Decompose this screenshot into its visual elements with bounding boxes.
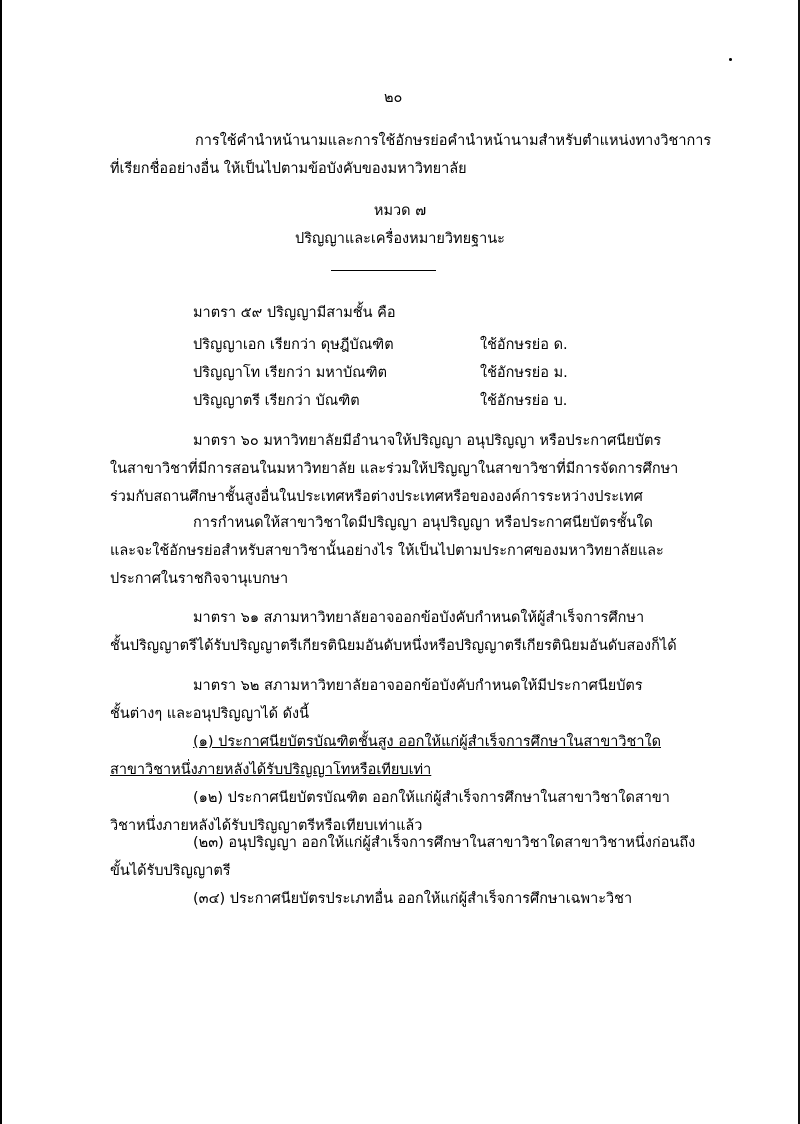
intro-line-2: ที่เรียกชื่ออย่างอื่น ให้เป็นไปตามข้อบังคับของมหาวิทยาลัย [110, 161, 467, 177]
degree-name: ปริญญาตรี เรียกว่า บัณฑิต [193, 393, 360, 409]
section-60-line: ประกาศในราชกิจจานุเบกษา [110, 571, 289, 587]
section-60-line: และจะใช้อักษรย่อสำหรับสาขาวิชานั้นอย่างไร ให้เป็นไปตามประกาศของมหาวิทยาลัยและ [110, 543, 664, 559]
degree-abbr: ใช้อักษรย่อ บ. [480, 393, 568, 409]
section-60-line: ร่วมกับสถานศึกษาชั้นสูงอื่นในประเทศหรือต่างประเทศหรือขององค์การระหว่างประเทศ [110, 489, 643, 505]
degree-abbr: ใช้อักษรย่อ ม. [480, 365, 568, 381]
section-60-line: การกำหนดให้สาขาวิชาใดมีปริญญา อนุปริญญา หรือประกาศนียบัตรชั้นใด [193, 515, 653, 531]
section-61-line: ชั้นปริญญาตรีได้รับปริญญาตรีเกียรตินิยมอันดับหนึ่งหรือปริญญาตรีเกียรตินิยมอันดับสองก็ได้ [110, 638, 677, 654]
degree-name: ปริญญาเอก เรียกว่า ดุษฎีบัณฑิต [193, 337, 394, 353]
section-61-line: มาตรา ๖๑ สภามหาวิทยาลัยอาจออกข้อบังคับกำหนดให้ผู้สำเร็จการศึกษา [193, 610, 645, 626]
section-59-heading: มาตรา ๕๙ ปริญญามีสามชั้น คือ [193, 305, 396, 321]
section-62-item-1: สาขาวิชาหนึ่งภายหลังได้รับปริญญาโทหรือเทียบเท่า [110, 762, 432, 778]
degree-abbr: ใช้อักษรย่อ ด. [480, 337, 568, 353]
intro-line-1: การใช้คำนำหน้านามและการใช้อักษรย่อคำนำหน้านามสำหรับตำแหน่งทางวิชาการ [195, 133, 712, 149]
section-62-item-1: (๑) ประกาศนียบัตรบัณฑิตชั้นสูง ออกให้แก่ผู้สำเร็จการศึกษาในสาขาวิชาใด [193, 734, 661, 750]
chapter-rule [331, 270, 436, 271]
section-62-item-2: (๑๒) ประกาศนียบัตรบัณฑิต ออกให้แก่ผู้สำเร็จการศึกษาในสาขาวิชาใดสาขา [193, 790, 670, 806]
section-62-item-4: (๓๔) ประกาศนียบัตรประเภทอื่น ออกให้แก่ผู้สำเร็จการศึกษาเฉพาะวิชา [193, 891, 633, 907]
section-62-item-3: ขั้นได้รับปริญญาตรี [110, 863, 231, 879]
section-62-line: ชั้นต่างๆ และอนุปริญญาได้ ดังนี้ [110, 706, 309, 722]
degree-name: ปริญญาโท เรียกว่า มหาบัณฑิต [193, 365, 388, 381]
section-62-item-3: (๒๓) อนุปริญญา ออกให้แก่ผู้สำเร็จการศึกษาในสาขาวิชาใดสาขาวิชาหนึ่งก่อนถึง [193, 835, 696, 851]
scan-edge-left [0, 0, 2, 1124]
section-60-line: ในสาขาวิชาที่มีการสอนในมหาวิทยาลัย และร่วมให้ปริญญาในสาขาวิชาที่มีการจัดการศึกษา [110, 461, 679, 477]
chapter-title: ปริญญาและเครื่องหมายวิทยฐานะ [295, 231, 505, 247]
section-62-line: มาตรา ๖๒ สภามหาวิทยาลัยอาจออกข้อบังคับกำหนดให้มีประกาศนียบัตร [193, 678, 643, 694]
section-60-line: มาตรา ๖๐ มหาวิทยาลัยมีอำนาจให้ปริญญา อนุปริญญา หรือประกาศนียบัตร [193, 433, 662, 449]
chapter-number: หมวด ๗ [373, 203, 427, 219]
page-number: ๒๐ [384, 90, 403, 106]
scan-speck [729, 58, 732, 61]
section-62-item-2: วิชาหนึ่งภายหลังได้รับปริญญาตรีหรือเทียบเท่าแล้ว [110, 818, 423, 834]
